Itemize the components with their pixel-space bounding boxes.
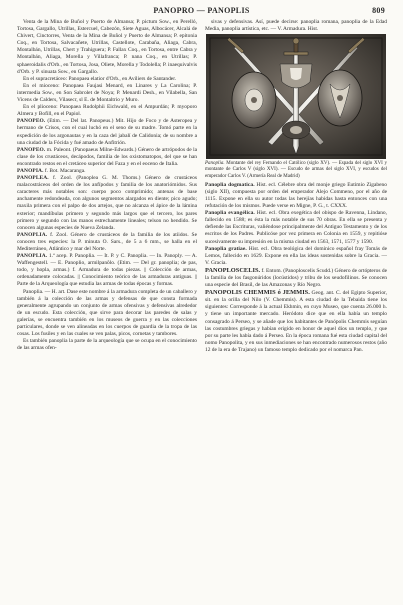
entry-definition: f. Bot. Macaranga. (43, 167, 86, 174)
right-column-entries (205, 182, 387, 354)
entry-definition: m. Paleont. (Panopaeus Milne-Edwards.) Género de artrópodos de la clase de los crustáceos, decápodos, familia de los oxistomatopos, del que se han encontrado restos en el cretáceo superior del Faza y en el eoceno de Italia. (17, 146, 197, 167)
entry-definition: f. Zool. Género de crustáceos de la familia de los atiidos. Se conocen tres especies: la P. minuta O. Sars., de 5 a 6 mm., se halla en el Mediterráneo, Atlántico y mar del Norte. (17, 231, 197, 252)
page-header (18, 6, 385, 18)
body-paragraph: Venta de la Mina de Buñol y Puerto de Almansa; P. pictum Sow., en Perelló, Tortosa, Gargallo, Utrillas, Estercuel, Cabezón, Siete Aguas, Albocácer, Alcalá de Chivert, Cinctorres, Venta de la Mina de Buñol y Puerto de Almansa; P. epitonia Coq., en Tortosa, Salvacañete, Utrillas, Castellote, Carabaña, Aliaga, Cabra, Montalbán, Utrillas, Chert y Trahiguera; P. Fallax Coq., en Tortosa, entre Cabra y Montalbán, Aliaga, Morella y Villafranca; P. nana Coq., en Utrillas; P. sphaeroidalis d'Orb., en Tortosa, Josa, Oliete, Morella y Todolella; P. inaequivalvis d'Orb. y P. sinuata Sow., en Gargallo. (17, 19, 197, 75)
entry-headword: Panoplia dogmatica. (205, 181, 255, 188)
dictionary-entry (205, 289, 387, 354)
entry-definition: Geog. ant. C. del Egipto Superior, sit. en la orilla del Nilo (V. Chemmis). A esta ciudad de la Tebaida tiene los siguientes: Corresponde á la actual Ekhmin, en cuyo Museo, que cuenta 26.000 h. y tiene un importante mercado. Heródoto dice que en ella había un templo consagrado á Perseo, y se añade que los habitantes de Panópolis Chemmis seguían las costumbres griegas y habían erigido en honor de aquel dios un templo, y que por su parte les había dado á Perseo. En la época romana fué esta ciudad capital del nomo Panopolita, y en sus inmediaciones se han encontrado numerosos restos (año 12 de la era de Trajano) un famoso templo dedicado por el nomarca Pan. (205, 290, 387, 353)
caption-text: Montante del rey Fernando el Católico (siglo XV). — Espada del siglo XVI y montante de Carlos V (siglo XVI). — Escudo de armas del siglo XVI, y escudos del emperador Carlos V. (Armería Real de Madrid) (205, 161, 387, 179)
dictionary-entry (17, 232, 197, 253)
right-column (205, 19, 387, 597)
entry-headword: PANOPLOSCELIS. (205, 266, 261, 274)
body-paragraph: En el plioceno: Panopaea Rudolphii Eichwald, en el Ampurdán; P. myoporo Almera y Bofill, en el Papiol. (17, 104, 197, 118)
dictionary-entry (205, 182, 387, 210)
dictionary-entry (17, 168, 197, 175)
entry-headword: PANOPLIA. (17, 231, 48, 238)
dictionary-entry (205, 246, 387, 267)
body-paragraph: sivas y defensivas. Así, puede decirse: panoplia romana, panoplia de la Edad Media, panoplia artística, etc. — V. Armadura. Hist. (205, 19, 387, 33)
entry-headword: PANOPLIA. (17, 253, 48, 260)
dictionary-entry (17, 175, 197, 232)
dictionary-entry (17, 147, 197, 168)
body-paragraph: Es también panoplia la parte de la arqueología que se ocupa en el conocimiento de las armas ofen- (17, 338, 197, 352)
entry-headword: Panoplia evangélica. (205, 210, 255, 217)
body-paragraph: Panoplia. — H. art. Dase este nombre á la armadura completa de un caballero y también á la colección de las armas y defensas de que consta formada generalmente agrupando un conjunto de armas ofensivas y defensivas alrededor de un escudo. Esta colección, que sirve para decorar las paredes de salas y galerías, se encuentra también en los museos de guerra y en las colecciones particulares, donde se ven alineadas en los cuerpos de guardia de la tropa de las cosas. Los fusiles y en las cuales se ven palas, picos, cornetas y tambores. (17, 288, 197, 338)
entry-definition: f. Entom. (Panoploscelis Scudd.) Género de ortópteros de la familia de los fasgonúridos (locústidos) y tribu de los seudofilinos. Se conocen una especie del Brasil, de las Amazonas y Río Negro. (205, 267, 387, 289)
body-paragraph: En el mioceno: Panopaea Faujasi Menard, en Linares y La Carolina; P. intermedia Sow., en Son Sabrolet de Noya; P. Menardi Desh., en Vilabella, San Vicens de Calders, Vilasecr, sl E. de Montaltrio y Muro. (17, 82, 197, 104)
entry-definition: (Etim. — Del lat. Panopeus.) Mit. Hijo de Foco y de Asteropea y hermano de Crisos, con el cual luchó en el seno de su madre. Tomó parte en la expedición de los argonautas y en la caza del jabalí de Calidonia; de su nombre a una ciudad de la Fócida y fué amado de Anfitrión. (17, 118, 197, 146)
right-column-intro (205, 19, 387, 33)
page-number: 809 (372, 6, 385, 15)
figure-caption (205, 161, 387, 180)
left-column (17, 19, 197, 597)
caption-title: Panoplia. (205, 161, 225, 167)
running-title: PANOPRO — PANOPLIS (153, 6, 250, 15)
panoplia-illustration (206, 34, 386, 159)
entry-headword: Panoplia gratiae. (205, 245, 247, 252)
dictionary-entry (205, 267, 387, 289)
entry-headword: PANOPEO. (17, 118, 46, 125)
entry-headword: PANOPIA. (17, 167, 44, 174)
entry-headword: PANOPOLIS CHEMMIS ó JEMMIS. (205, 289, 310, 297)
entry-headword: PANOPEO. (17, 146, 46, 153)
entry-definition: f. Zool. (Panoplea G. M. Thoms.) Género de crustáceos malacostráceos del orden de los anfípodos y familia de los anatoriómidos. Sus caracteres más notables son: cuerpo poco comprimido; antenas de base anchamente redondeada, con algunos segmentos alargados en diente; pico agudo; maxila primera con el palpo de dos artejos, que no alcanza el ápice de la lámina exterior; mandíbulas primero y segundo más largos que el tercero, los pares primero y segundo con las manos estrechamente lineales; telson no hendido. Se conocen algunas especies de Nueva Zelanda. (17, 175, 197, 231)
armory-display-image (206, 34, 386, 159)
entry-definition: 1.ª acep. P. Panoplia. — It. P. y C. Panoplia. — In. Panoply. — A. Waffengestell. — E. Panoplio, armilpanôlo. (Etim. — Del gr. panoplia; de pas, todo, y hopla, armas.) f. Armadura de todas piezas. || Colección de armas, ordenadamente colocadas. || Conocimiento teórico de las armaduras antiguas. || Parte de la Arqueología que estudia las armas de todas épocas y formas. (17, 253, 197, 288)
body-paragraph: En el supracretáceo: Panopaea elatior d'Orb., en Aviliers de Santander. (23, 75, 177, 82)
entry-definition: Hist. ecl. Célebre obra del monje griego Eutimio Zigabeno (siglo XII), compuesta por orden del emperador Alejo Commeno, por el año de 1115. Expone en ella su autor todas las herejías habidas hasta entonces con una refutación de los mismos. Puede verse en Migne, P. G., t. CXXX. (205, 181, 387, 210)
dictionary-entry (17, 253, 197, 288)
entry-definition: Hist. ecl. Obra teológica del dominico español fray Tomás de Lemos, fallecido en 1629. Expone en ella las ideas sostenidas sobre la Gracia. — V. Gracia. (205, 245, 387, 266)
entry-headword: PANOPLEA. (17, 175, 49, 182)
entry-definition: Hist. ecl. Obra exegética del obispo de Ravenna, Lindano, fallecido en 1588; es ésta la más notable de sus 70 obras. En ella se presenta y defiende las Escrituras, valiéndose principalmente del Antiguo Testamento y de los escritos de los Padres. Publicóse por vez primera en Colonia en 1559, y repitióse sucesivamente su impresión en la misma ciudad en 1563, 1571, 1577 y 1590. (205, 210, 387, 245)
dictionary-entry (17, 118, 197, 146)
dictionary-entry (205, 210, 387, 245)
